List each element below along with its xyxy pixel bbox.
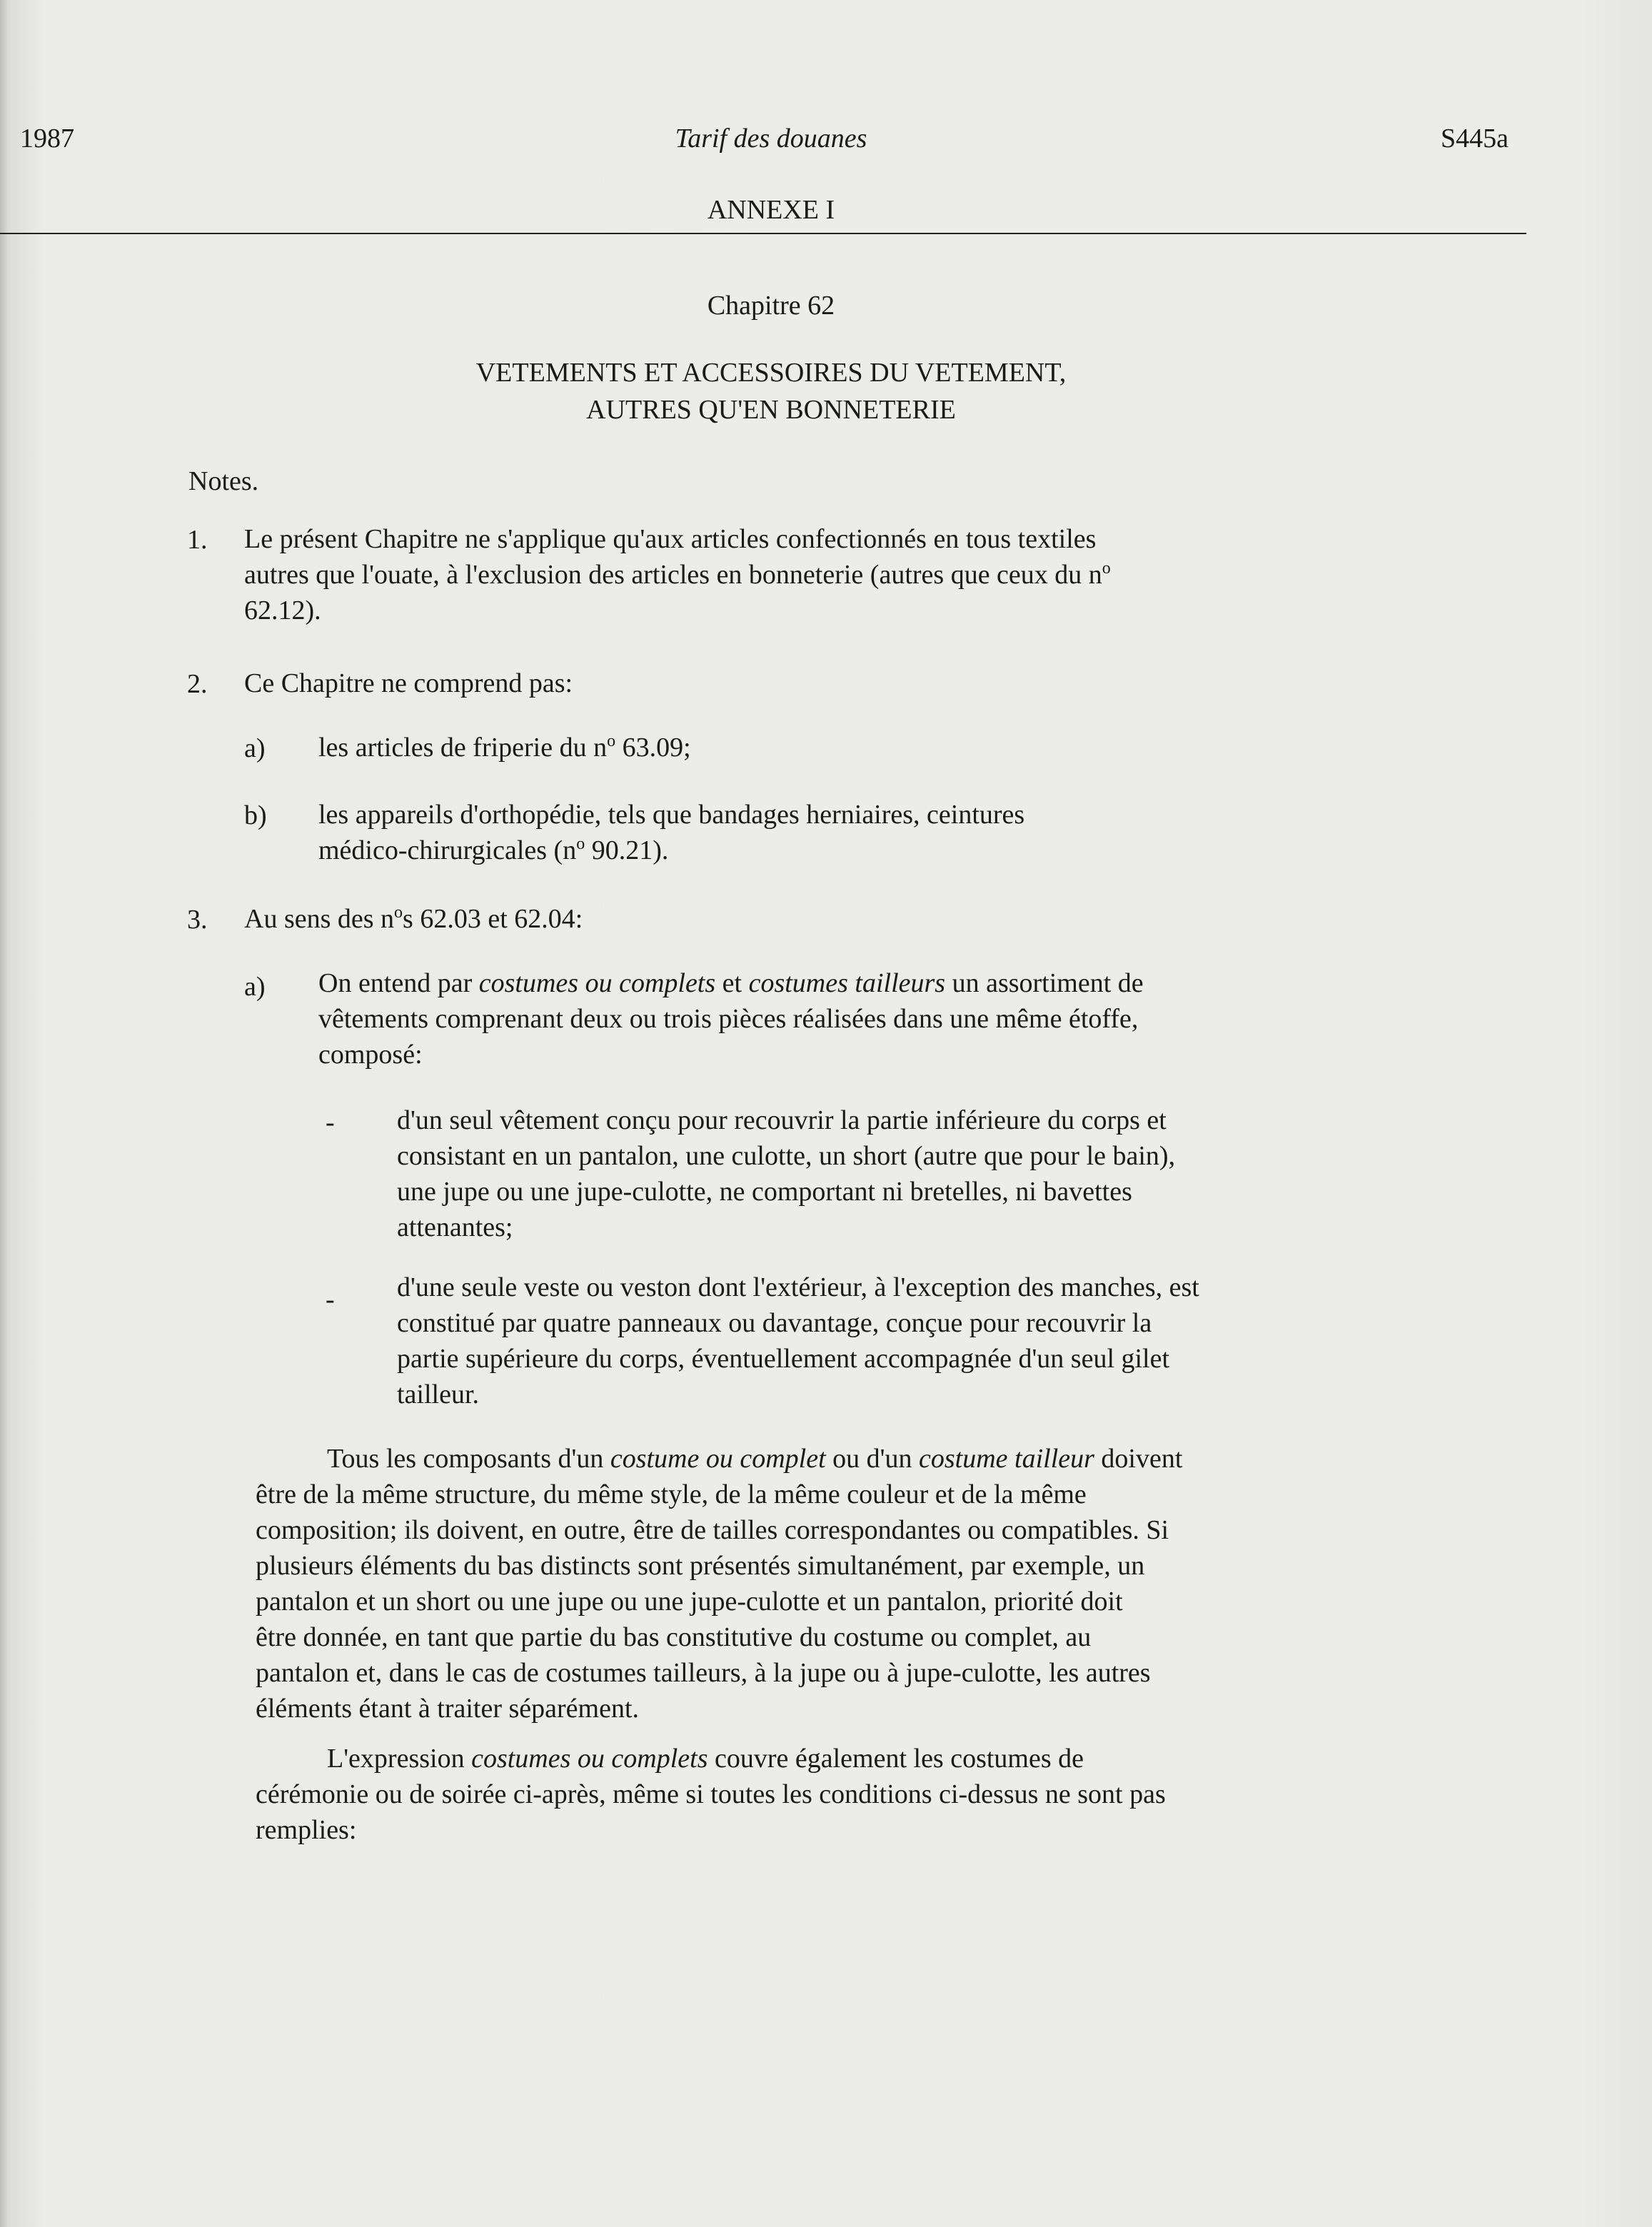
note3-a-line3: composé: xyxy=(318,1040,423,1070)
p2-line1: L'expression costumes ou complets couvre également les costumes de xyxy=(327,1744,1084,1774)
note2-b-text xyxy=(318,797,1024,868)
chapter-title-line1: VETEMENTS ET ACCESSOIRES DU VETEMENT, xyxy=(475,358,1067,388)
note3-paragraph1 xyxy=(256,1441,1469,1726)
note1-line3: 62.12). xyxy=(244,595,321,625)
binding-shadow xyxy=(0,0,9,2227)
note1-number: 1. xyxy=(187,525,208,555)
p2-line3: remplies: xyxy=(256,1815,357,1845)
dash2-line3: partie supérieure du corps, éventuellement accompagnée d'un seul gilet xyxy=(397,1344,1170,1374)
p1-line4: plusieurs éléments du bas distincts sont présentés simultanément, par exemple, un xyxy=(256,1551,1145,1581)
p1-line1: Tous les composants d'un costume ou complet ou d'un costume tailleur doivent xyxy=(327,1444,1183,1474)
note3-a-label: a) xyxy=(244,972,266,1002)
chapter-title-line2: AUTRES QU'EN BONNETERIE xyxy=(586,395,956,425)
note2-a-label: a) xyxy=(244,733,266,763)
note1-line1: Le présent Chapitre ne s'applique qu'aux articles confectionnés en tous textiles xyxy=(244,524,1097,554)
header-page-code: S445a xyxy=(1441,124,1509,154)
annexe-heading: ANNEXE I xyxy=(707,195,835,225)
dash1-line3: une jupe ou une jupe-culotte, ne comportant ni bretelles, ni bavettes xyxy=(397,1177,1132,1207)
dash2-line4: tailleur. xyxy=(397,1379,480,1409)
p1-line8: éléments étant à traiter séparément. xyxy=(256,1694,640,1724)
note3-a-text xyxy=(318,965,1144,1072)
dash2-line2: constitué par quatre panneaux ou davantage, conçue pour recouvrir la xyxy=(397,1308,1152,1338)
note2-b-label: b) xyxy=(244,800,267,830)
note3-number: 3. xyxy=(187,905,208,935)
note2-b-line1: les appareils d'orthopédie, tels que bandages herniaires, ceintures xyxy=(318,800,1025,830)
note2-a-text: les articles de friperie du $n^o$ 63.09; xyxy=(318,732,691,763)
chapter-title xyxy=(0,354,1542,428)
p1-line7: pantalon et, dans le cas de costumes tailleurs, à la jupe ou à jupe-culotte, les autres xyxy=(256,1658,1151,1688)
note2-b-line2: médico-chirurgicales ($n^o$ 90.21). xyxy=(318,835,669,865)
note2-number: 2. xyxy=(187,669,208,699)
note3-lead: Au sens des $n^os$ 62.03 et 62.04: xyxy=(244,903,583,934)
note3-dash2-text xyxy=(397,1270,1199,1412)
p1-line3: composition; ils doivent, en outre, être de tailles correspondantes ou compatibles. Si xyxy=(256,1515,1169,1545)
notes-heading: Notes. xyxy=(188,466,259,496)
note3-a-line2: vêtements comprenant deux ou trois pièces réalisées dans une même étoffe, xyxy=(318,1004,1139,1034)
dash1-line2: consistant en un pantalon, une culotte, un short (autre que pour le bain), xyxy=(397,1141,1176,1171)
header-rule xyxy=(0,233,1526,234)
note3-dash1: - xyxy=(326,1107,335,1137)
chapter-label: Chapitre 62 xyxy=(707,291,835,321)
dash2-line1: d'une seule veste ou veston dont l'extérieur, à l'exception des manches, est xyxy=(397,1272,1199,1302)
p2-line2: cérémonie ou de soirée ci-après, même si toutes les conditions ci-dessus ne sont pas xyxy=(256,1779,1166,1809)
note3-a-line1: On entend par costumes ou complets et costumes tailleurs un assortiment de xyxy=(318,968,1144,998)
note2-text: Ce Chapitre ne comprend pas: xyxy=(244,668,573,698)
dash1-line4: attenantes; xyxy=(397,1212,513,1242)
p1-line2: être de la même structure, du même style, de la même couleur et de la même xyxy=(256,1479,1087,1509)
note3-dash2: - xyxy=(326,1285,335,1314)
dash1-line1: d'un seul vêtement conçu pour recouvrir la partie inférieure du corps et xyxy=(397,1105,1167,1135)
p1-line5: pantalon et un short ou une jupe ou une jupe-culotte et un pantalon, priorité doit xyxy=(256,1587,1123,1617)
note1-line2: autres que l'ouate, à l'exclusion des articles en bonneterie (autres que ceux du $n^o$ xyxy=(244,559,1111,590)
note3-paragraph2 xyxy=(256,1741,1469,1848)
header-year: 1987 xyxy=(20,124,74,154)
note1-text xyxy=(244,521,1111,628)
p1-line6: être donnée, en tant que partie du bas constitutive du costume ou complet, au xyxy=(256,1622,1092,1652)
note3-dash1-text xyxy=(397,1102,1175,1245)
header-title: Tarif des douanes xyxy=(675,124,867,154)
